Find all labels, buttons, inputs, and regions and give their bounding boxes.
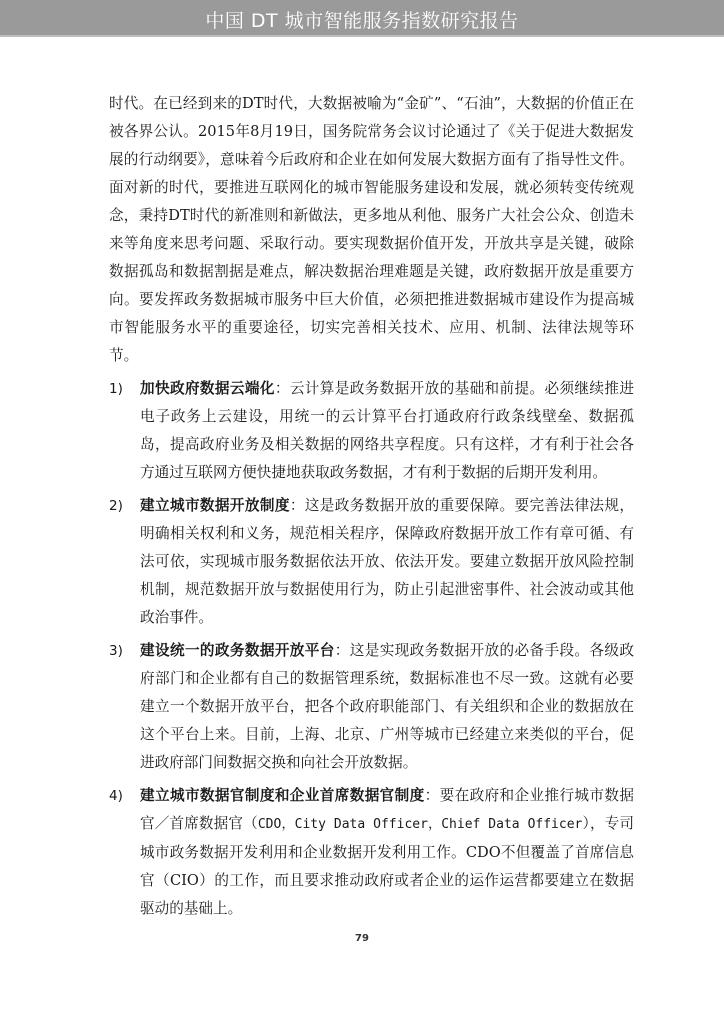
page-number: 79 [355, 933, 369, 944]
report-title: 中国 DT 城市智能服务指数研究报告 [205, 10, 519, 32]
recommendation-list [109, 375, 634, 923]
list-item-text: 这是实现政务数据开放的必备手段。各级政府部门和企业都有自己的数据管理系统，数据标准也不尽一致。这就有必要建立一个数据开放平台，把各个政府职能部门、有关组织和企业的数据放在这个平台上来。目前，上海、北京、广州等城市已经建立来类似的平台，促进政府部门间数据交换和向社会开放数据。 [140, 642, 634, 771]
list-item-text-continued: ），专司城市政务数据开发利用和企业数据开发利用工作。CDO不但覆盖了首席信息官（CIO）的工作，而且要求推动政府或者企业的运作运营都要建立在数据驱动的基础上。 [140, 815, 634, 917]
intro-paragraph: 时代。在已经到来的DT时代，大数据被喻为“金矿”、“石油”，大数据的价值正在被各界公认。2015年8月19日，国务院常务会议讨论通过了《关于促进大数据发展的行动纲要》，意味着今后政府和企业在如何发展大数据方面有了指导性文件。面对新的时代，要推进互联网化的城市智能服务建设和发展，就必须转变传统观念，秉持DT时代的新准则和新做法，更多地从利他、服务广大社会公众、创造未来等角度来思考问题、采取行动。要实现数据价值开发，开放共享是关键，破除数据孤岛和数据割据是难点，解决数据治理难题是关键，政府数据开放是重要方向。要发挥政务数据城市服务中巨大价值，必须把推进数据城市建设作为提高城市智能服务水平的重要途径，切实完善相关技术、应用、机制、法律法规等环节。 [109, 95, 634, 364]
list-item-text: 云计算是政务数据开放的基础和前提。必须继续推进电子政务上云建设，用统一的云计算平台打通政府行政条线壁垒、数据孤岛，提高政府业务及相关数据的网络共享程度。只有这样，才有利于社会各方通过互联网方便快捷地获取政务数据，才有利于数据的后期开发利用。 [140, 380, 634, 481]
list-number: 4) [109, 788, 123, 804]
list-item-title: 加快政府数据云端化 [140, 380, 275, 397]
list-number: 1) [109, 381, 123, 397]
report-header-bar [0, 0, 724, 37]
list-item [109, 782, 634, 923]
separator: ： [289, 497, 305, 514]
page-content [109, 90, 634, 923]
cdo-definition: CDO，City Data Officer，Chief Data Officer [257, 817, 583, 832]
list-number: 3) [109, 643, 123, 659]
list-item [109, 492, 634, 632]
list-item-text: 这是政务数据开放的重要保障。要完善法律法规，明确相关权利和义务，规范相关程序，保障政府数据开放工作有章可循、有法可依，实现城市服务数据依法开放、依法开发。要建立数据开放风险控制机制，规范数据开放与数据使用行为，防止引起泄密事件、社会波动或其他政治事件。 [140, 497, 634, 626]
list-number: 2) [109, 498, 123, 514]
separator: ： [424, 787, 440, 804]
list-item-title: 建设统一的政务数据开放平台 [140, 642, 335, 659]
list-item [109, 375, 634, 487]
separator: ： [334, 642, 350, 659]
list-item [109, 637, 634, 777]
list-item-title: 建立城市数据开放制度 [140, 497, 290, 514]
separator: ： [274, 380, 290, 397]
list-item-text: 要在政府和企业推行城市数据官／首席数据官（ [140, 787, 634, 832]
list-item-title: 建立城市数据官制度和企业首席数据官制度 [140, 787, 425, 804]
